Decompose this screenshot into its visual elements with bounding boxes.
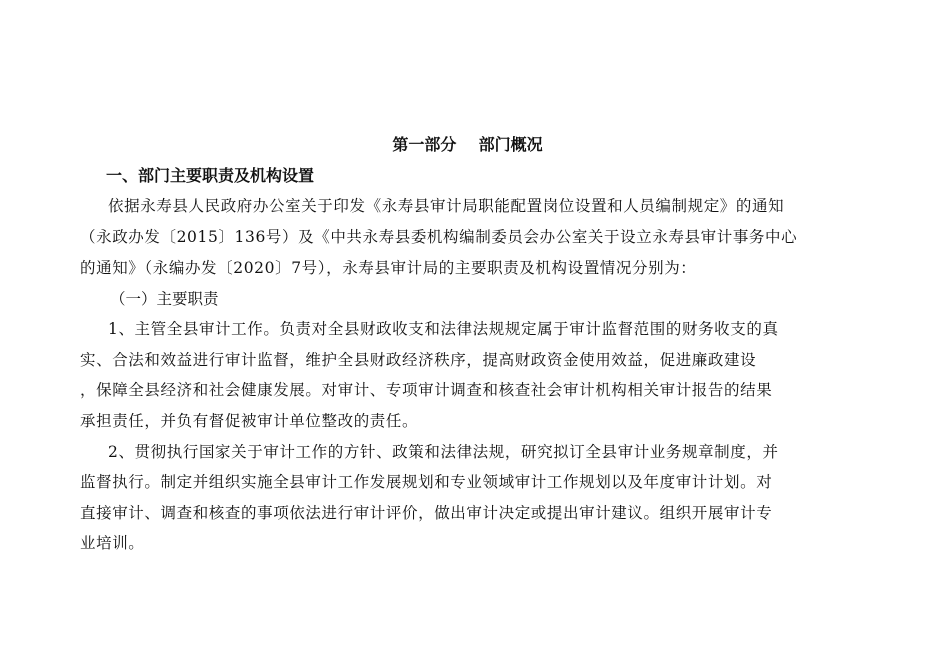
document-title: 第一部分 部门概况 <box>392 135 543 154</box>
item1-line-2: 实、合法和效益进行审计监督，维护全县财政经济秩序，提高财政资金使用效益，促进廉政建设 <box>80 351 757 369</box>
item2-line-2: 监督执行。制定并组织实施全县审计工作发展规划和专业领域审计工作规划以及年度审计计划。对 <box>80 473 773 491</box>
item2-line-1: 2、贯彻执行国家关于审计工作的方针、政策和法律法规，研究拟订全县审计业务规章制度，并 <box>108 443 779 461</box>
section-heading: 一、部门主要职责及机构设置 <box>106 166 315 185</box>
item2-line-3: 直接审计、调查和核查的事项依法进行审计评价，做出审计决定或提出审计建议。组织开展审计专 <box>80 504 773 522</box>
item1-line-4: 承担责任，并负有督促被审计单位整改的责任。 <box>80 412 419 430</box>
intro-line-3: 的通知》（永编办发〔2020〕7号），永寿县审计局的主要职责及机构设置情况分别为： <box>80 259 697 277</box>
intro-line-2: （永政办发〔2015〕136号）及《中共永寿县委机构编制委员会办公室关于设立永寿县审计事务中心 <box>80 228 798 246</box>
item1-line-3: ，保障全县经济和社会健康发展。对审计、专项审计调查和核查社会审计机构相关审计报告的结果 <box>80 381 773 399</box>
intro-line-1: 依据永寿县人民政府办公室关于印发《永寿县审计局职能配置岗位设置和人员编制规定》的通知 <box>108 197 785 215</box>
subheading-main-duties: （一）主要职责 <box>110 290 219 308</box>
item2-line-4: 业培训。 <box>80 534 145 552</box>
item1-line-1: 1、主管全县审计工作。负责对全县财政收支和法律法规规定属于审计监督范围的财务收支的真 <box>108 320 779 338</box>
